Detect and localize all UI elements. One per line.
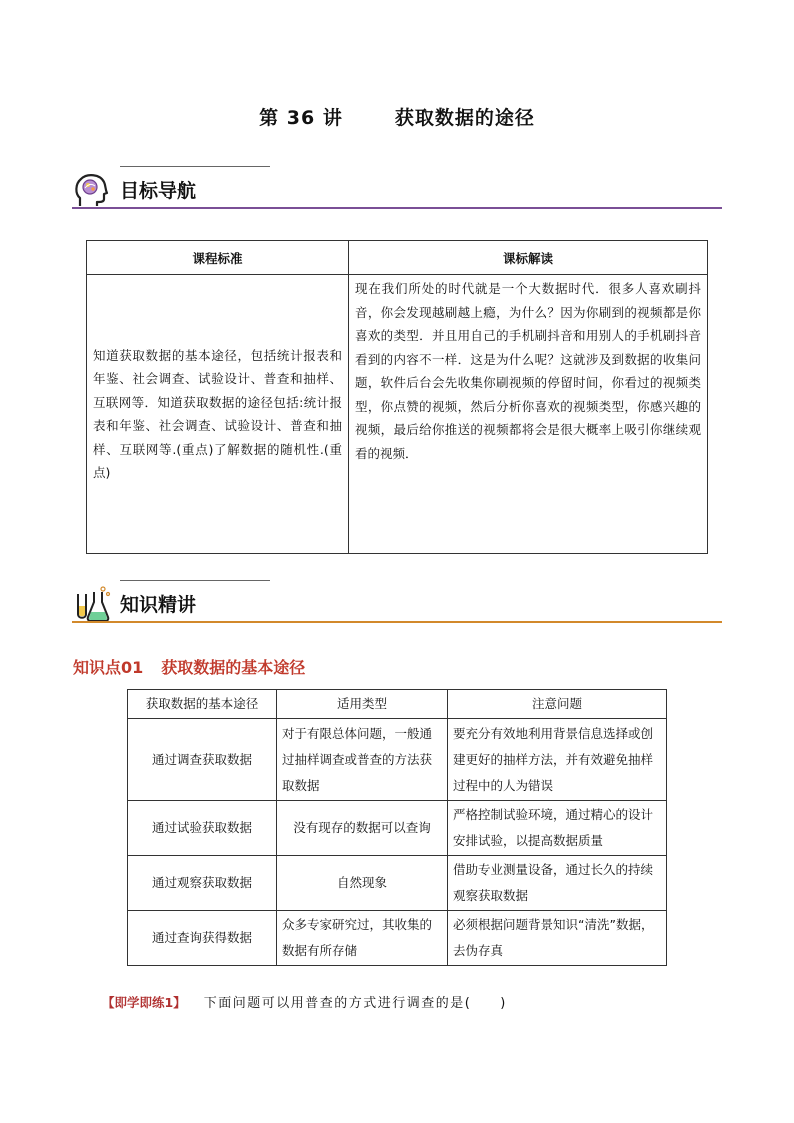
table-row [128,719,667,801]
section-label: 目标导航 [120,180,197,202]
exercise-question [102,992,507,1011]
section-header-goals [72,166,722,210]
table-header: 课标解读 [349,241,708,275]
knowledge-point-title [73,655,305,678]
table-cell: 对于有限总体问题，一般通过抽样调查或普查的方法获取数据 [277,719,448,801]
exercise-text: 下面问题可以用普查的方式进行调查的是( ) [203,996,507,1011]
curriculum-standard-text: 知道获取数据的基本途径，包括统计报表和年鉴、社会调查、试验设计、普查和抽样、互联网等．知道获取数据的途径包括:统计报表和年鉴、社会调查、试验设计、普查和抽样、互联网等.(重点)了解数据的随机性.(重点) [87,275,349,554]
exercise-tag: 【即学即练1】 [102,995,186,1010]
table-cell: 没有现存的数据可以查询 [277,801,448,856]
table-header: 适用类型 [277,690,448,719]
table-cell: 众多专家研究过，其收集的数据有所存储 [277,911,448,966]
table-cell: 通过试验获取数据 [128,801,277,856]
page-title [0,103,794,130]
table-cell: 通过查询获得数据 [128,911,277,966]
table-row [128,911,667,966]
table-header: 课程标准 [87,241,349,275]
lab-flask-icon [72,584,112,624]
table-row [128,856,667,911]
knowledge-point-name: 获取数据的基本途径 [161,658,306,677]
standard-interpretation-text: 现在我们所处的时代就是一个大数据时代．很多人喜欢刷抖音，你会发现越刷越上瘾，为什么？因为你刷到的视频都是你喜欢的类型．并且用自己的手机刷抖音和用别人的手机刷抖音看到的内容不一样．这是为什么呢？这就涉及到数据的收集问题，软件后台会先收集你刷视频的停留时间，你看过的视频类型，你点赞的视频，然后分析你喜欢的视频类型，你感兴趣的视频，最后给你推送的视频都将会是很大概率上吸引你继续观看的视频． [349,275,708,554]
lecture-topic: 获取数据的途径 [394,107,535,129]
brain-head-icon [72,170,112,210]
table-header: 获取数据的基本途径 [128,690,277,719]
section-header-knowledge [72,580,722,624]
knowledge-point-number: 知识点01 [73,658,144,677]
table-cell: 借助专业测量设备，通过长久的持续观察获取数据 [448,856,667,911]
table-cell: 必须根据问题背景知识“清洗”数据，去伪存真 [448,911,667,966]
table-cell: 要充分有效地利用背景信息选择或创建更好的抽样方法，并有效避免抽样过程中的人为错误 [448,719,667,801]
table-cell: 通过观察获取数据 [128,856,277,911]
table-cell: 严格控制试验环境，通过精心的设计安排试验，以提高数据质量 [448,801,667,856]
table-header: 注意问题 [448,690,667,719]
curriculum-standards-table [86,240,708,554]
lecture-number: 第 36 讲 [259,107,343,129]
table-cell: 自然现象 [277,856,448,911]
section-label: 知识精讲 [120,594,197,616]
table-cell: 通过调查获取数据 [128,719,277,801]
data-acquisition-table [127,689,667,966]
table-row [128,801,667,856]
